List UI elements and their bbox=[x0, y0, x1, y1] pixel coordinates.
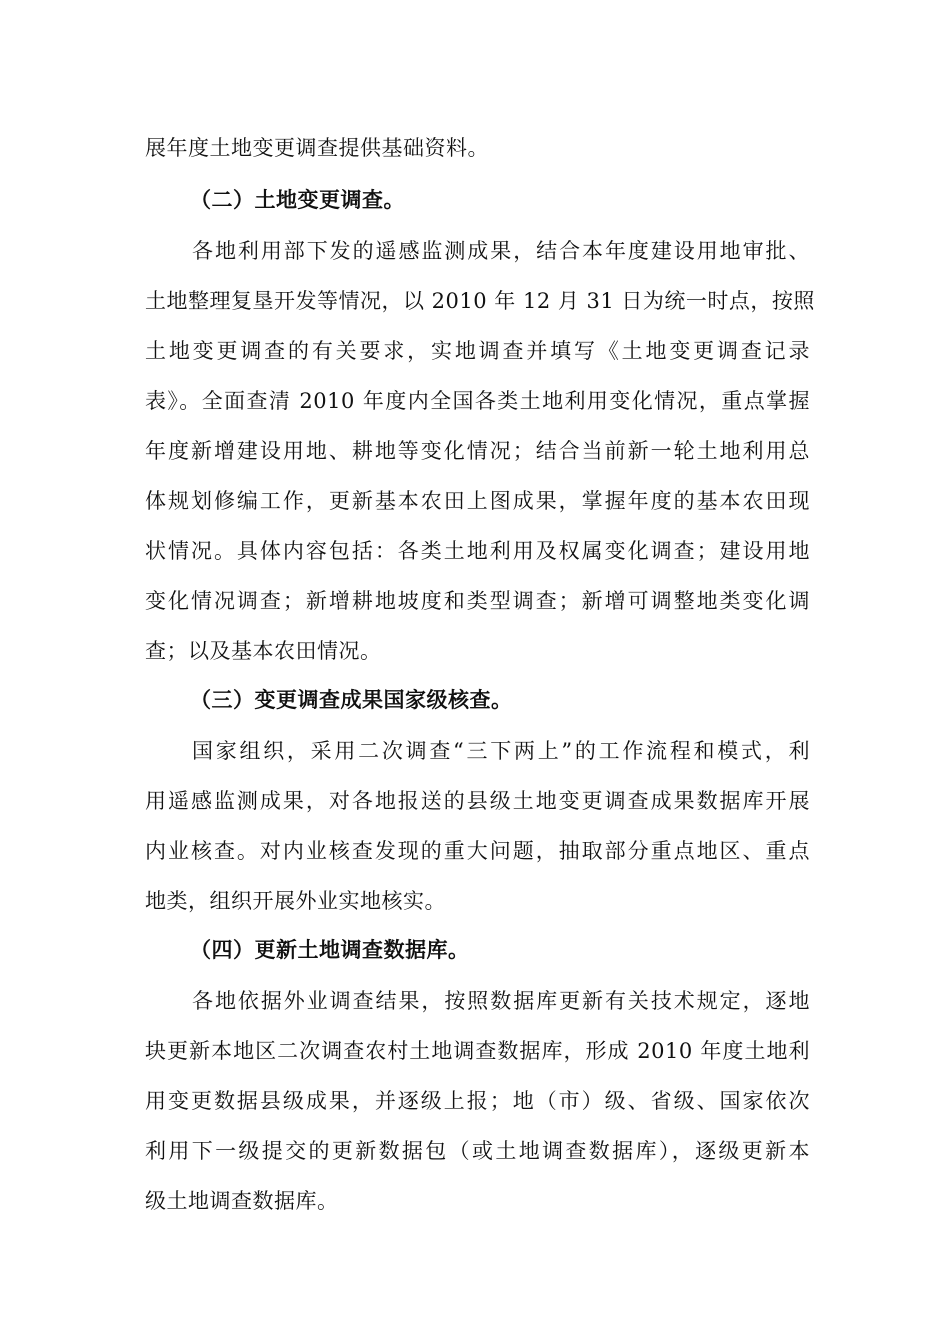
paragraph-line: 级土地调查数据库。 bbox=[145, 1189, 339, 1213]
paragraph-line: 国家组织，采用二次调查“三下两上”的工作流程和模式，利 bbox=[192, 739, 810, 763]
paragraph-line: 用遥感监测成果，对各地报送的县级土地变更调查成果数据库开展 bbox=[145, 789, 810, 813]
section-heading-4: （四）更新土地调查数据库。 bbox=[190, 937, 470, 962]
paragraph-line: 变化情况调查；新增耕地坡度和类型调查；新增可调整地类变化调 bbox=[145, 589, 810, 613]
paragraph-line: 内业核查。对内业核查发现的重大问题，抽取部分重点地区、重点 bbox=[145, 839, 810, 863]
paragraph-line: 土地整理复垦开发等情况，以 2010 年 12 月 31 日为统一时点，按照 bbox=[145, 289, 815, 313]
paragraph-line: 各地利用部下发的遥感监测成果，结合本年度建设用地审批、 bbox=[192, 239, 810, 263]
paragraph-line: 块更新本地区二次调查农村土地调查数据库，形成 2010 年度土地利 bbox=[145, 1039, 810, 1063]
paragraph-line: 各地依据外业调查结果，按照数据库更新有关技术规定，逐地 bbox=[192, 989, 810, 1013]
paragraph-line: 查；以及基本农田情况。 bbox=[145, 639, 382, 663]
paragraph-line: 利用下一级提交的更新数据包（或土地调查数据库），逐级更新本 bbox=[145, 1139, 810, 1163]
paragraph-line: 表》。全面查清 2010 年度内全国各类土地利用变化情况，重点掌握 bbox=[145, 389, 810, 413]
section-heading-2: （二）土地变更调查。 bbox=[190, 187, 405, 212]
paragraph-line: 用变更数据县级成果，并逐级上报；地（市）级、省级、国家依次 bbox=[145, 1089, 810, 1113]
paragraph-line: 体规划修编工作，更新基本农田上图成果，掌握年度的基本农田现 bbox=[145, 489, 810, 513]
paragraph-line: 状情况。具体内容包括：各类土地利用及权属变化调查；建设用地 bbox=[145, 539, 810, 563]
paragraph-line: 年度新增建设用地、耕地等变化情况；结合当前新一轮土地利用总 bbox=[145, 439, 810, 463]
paragraph-line: 土地变更调查的有关要求，实地调查并填写《土地变更调查记录 bbox=[145, 339, 810, 363]
paragraph-line: 展年度土地变更调查提供基础资料。 bbox=[145, 136, 489, 160]
section-heading-3: （三）变更调查成果国家级核查。 bbox=[190, 687, 513, 712]
paragraph-line: 地类，组织开展外业实地核实。 bbox=[145, 889, 446, 913]
